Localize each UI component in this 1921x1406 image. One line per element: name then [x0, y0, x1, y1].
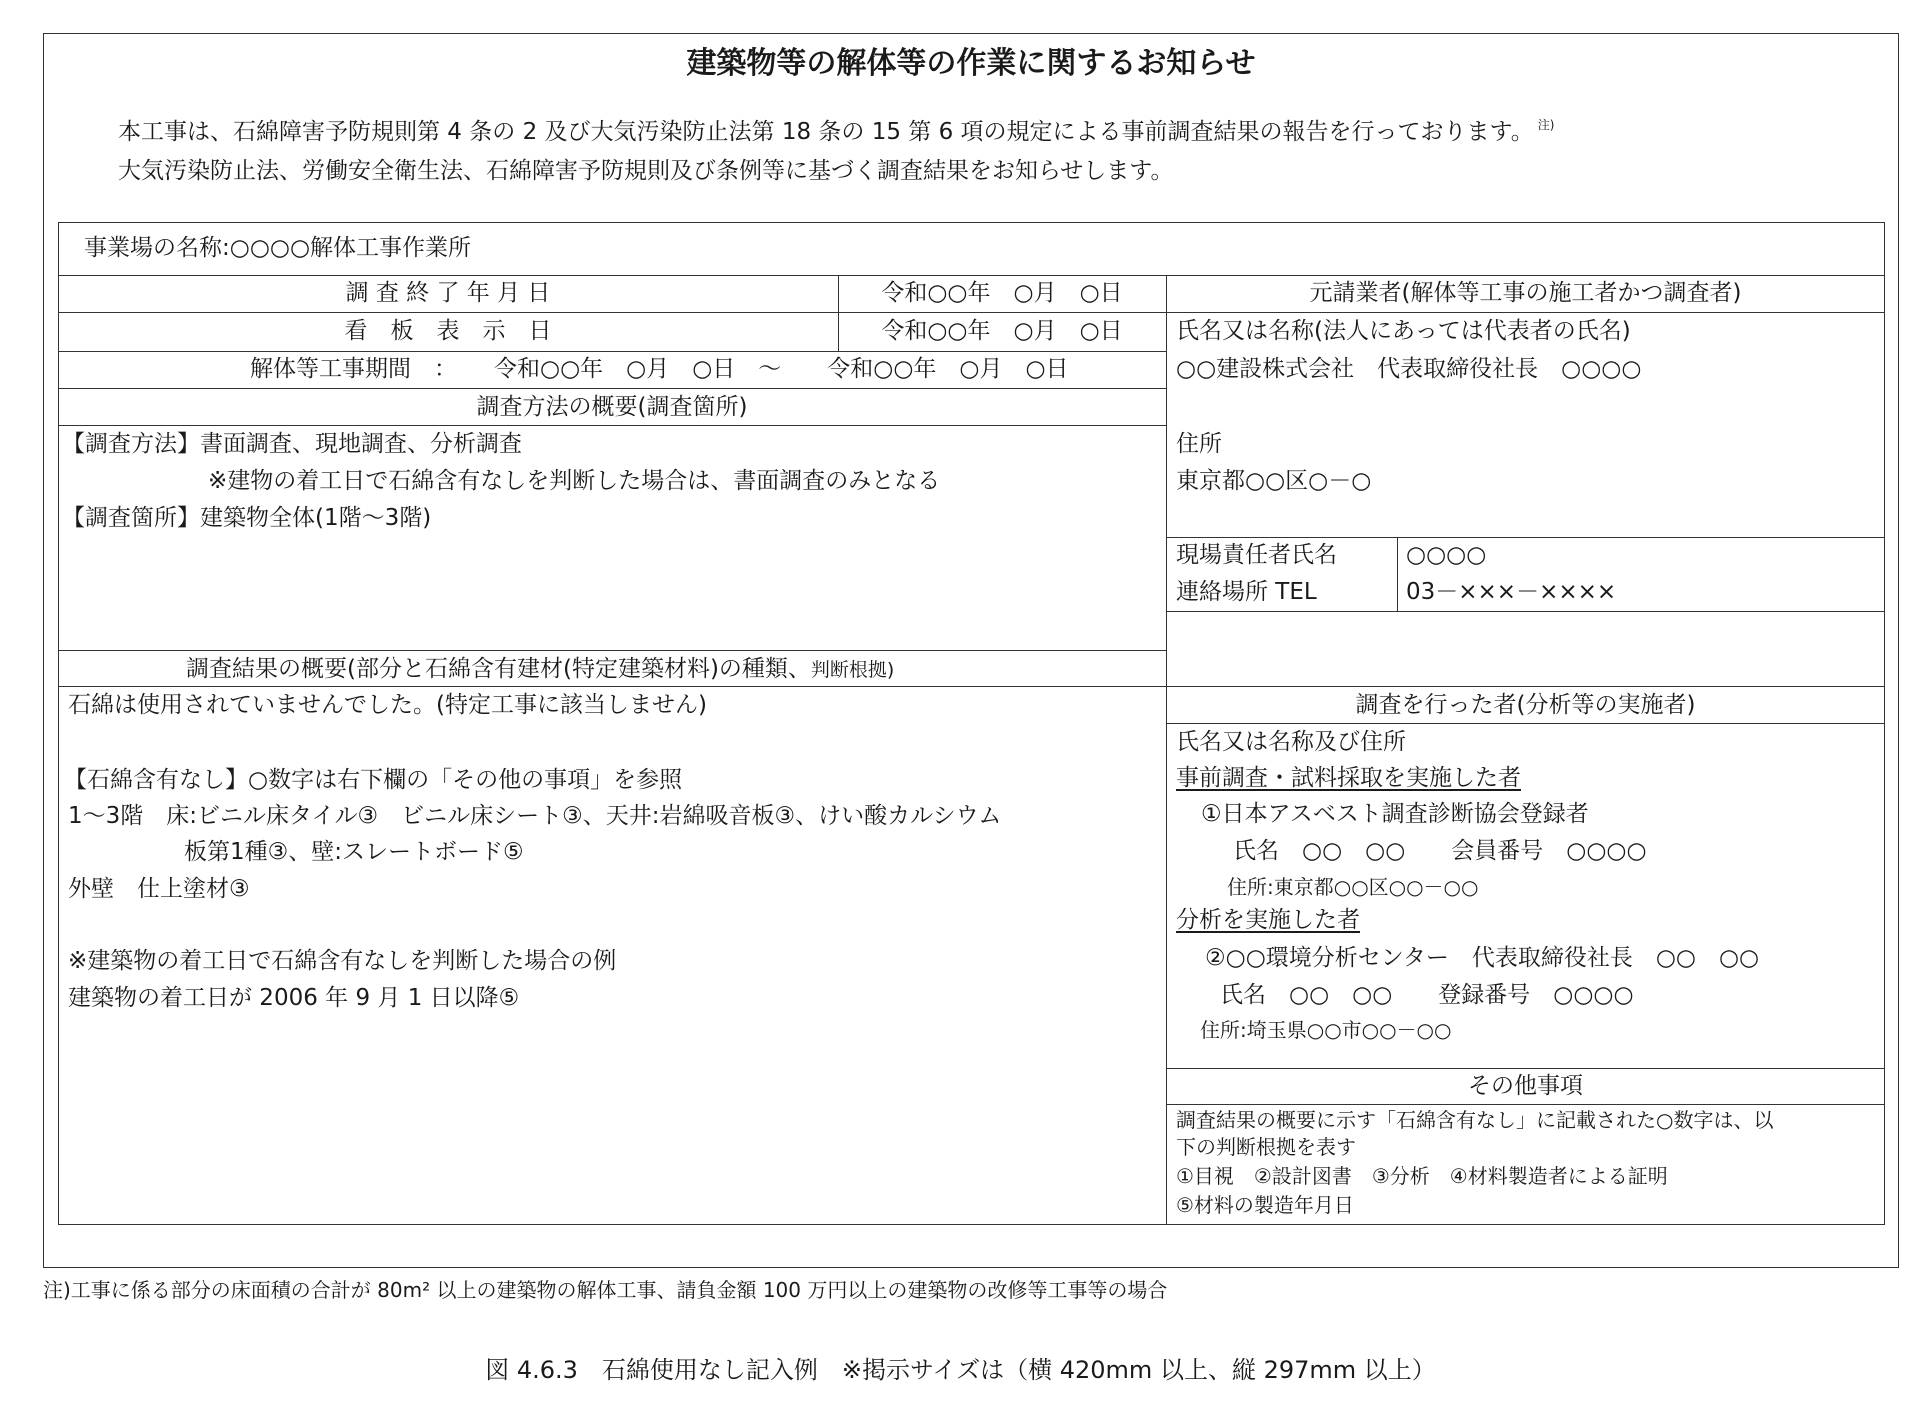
- row-divider: [1166, 723, 1885, 724]
- method-line-3: 【調査箇所】建築物全体(1階～3階): [62, 505, 432, 531]
- analysis-person: 氏名 ○○ ○○ 登録番号 ○○○○: [1220, 982, 1634, 1008]
- other-line-1: 調査結果の概要に示す「石綿含有なし」に記載された○数字は、以: [1176, 1108, 1774, 1132]
- row-divider: [58, 650, 1166, 651]
- intro-note-mark: 注): [1537, 118, 1555, 132]
- row-divider: [58, 312, 1885, 313]
- result-header-small: 判断根拠): [810, 659, 895, 681]
- method-line-2: ※建物の着工日で石綿含有なしを判断した場合は、書面調査のみとなる: [208, 468, 941, 494]
- result-line-1: 石綿は使用されていませんでした。(特定工事に該当しません): [68, 692, 707, 718]
- site-manager-label: 現場責任者氏名: [1176, 542, 1337, 568]
- row-divider: [58, 686, 1885, 687]
- result-header-main: 調査結果の概要(部分と石綿含有建材(特定建築材料)の種類、: [186, 656, 811, 682]
- other-line-2: 下の判断根拠を表す: [1176, 1135, 1356, 1159]
- intro-line-1: [118, 113, 1554, 146]
- surveyor-name-label: 氏名又は名称及び住所: [1176, 729, 1406, 755]
- contractor-header: 元請業者(解体等工事の施工者かつ調査者): [1309, 280, 1742, 306]
- period-value: 令和○○年 ○月 ○日 ～ 令和○○年 ○月 ○日: [494, 356, 1069, 382]
- page-title: 建築物等の解体等の作業に関するお知らせ: [686, 46, 1256, 81]
- address-label: 住所: [1176, 431, 1222, 457]
- pre-survey-label: 事前調査・試料採取を実施した者: [1176, 765, 1521, 791]
- period-label: 解体等工事期間 ：: [250, 356, 457, 382]
- analysis-org: ②○○環境分析センター 代表取締役社長 ○○ ○○: [1205, 945, 1760, 971]
- result-line-6: ※建築物の着工日で石綿含有なしを判断した場合の例: [68, 948, 617, 974]
- contact-value: 03－×××－××××: [1406, 579, 1617, 605]
- result-line-2: 【石綿含有なし】○数字は右下欄の「その他の事項」を参照: [64, 767, 683, 793]
- site-name: 事業場の名称:○○○○解体工事作業所: [84, 235, 472, 261]
- address-value: 東京都○○区○－○: [1176, 468, 1372, 494]
- sign-date-label: 看 板 表 示 日: [344, 318, 552, 344]
- row-divider: [1166, 1104, 1885, 1105]
- analysis-address: 住所:埼玉県○○市○○－○○: [1200, 1018, 1452, 1042]
- surveyor-header: 調査を行った者(分析等の実施者): [1355, 692, 1696, 718]
- sign-date-value: 令和○○年 ○月 ○日: [881, 318, 1123, 344]
- result-line-5: 外壁 仕上塗材③: [68, 876, 250, 902]
- contractor-name: ○○建設株式会社 代表取締役社長 ○○○○: [1176, 356, 1642, 382]
- result-line-4: 板第1種③、壁:スレートボード⑤: [184, 839, 524, 865]
- figure-caption: 図 4.6.3 石綿使用なし記入例 ※掲示サイズは（横 420mm 以上、縦 297mm 以上）: [485, 1356, 1436, 1384]
- result-line-3: 1～3階 床:ビニル床タイル③ ビニル床シート③、天井:岩綿吸音板③、けい酸カルシウム: [68, 803, 1002, 829]
- analysis-label: 分析を実施した者: [1176, 907, 1360, 933]
- intro-line-2: 大気汚染防止法、労働安全衛生法、石綿障害予防規則及び条例等に基づく調査結果をお知らせします。: [118, 158, 1174, 184]
- other-line-3: ①目視 ②設計図書 ③分析 ④材料製造者による証明: [1176, 1164, 1668, 1188]
- method-line-1: 【調査方法】書面調査、現地調査、分析調査: [62, 431, 522, 457]
- contractor-name-label: 氏名又は名称(法人にあっては代表者の氏名): [1176, 318, 1631, 344]
- row-divider: [58, 388, 1166, 389]
- result-header: [186, 654, 894, 685]
- footnote: 注)工事に係る部分の床面積の合計が 80m² 以上の建築物の解体工事、請負金額 100 万円以上の建築物の改修等工事等の場合: [43, 1278, 1168, 1302]
- contact-label: 連絡場所 TEL: [1176, 579, 1317, 605]
- row-divider: [1166, 611, 1885, 612]
- pre-survey-org: ①日本アスベスト調査診断協会登録者: [1201, 801, 1589, 827]
- survey-end-label: 調 査 終 了 年 月 日: [345, 280, 551, 306]
- intro-text-1: 本工事は、石綿障害予防規則第 4 条の 2 及び大気汚染防止法第 18 条の 15 第 6 項の規定による事前調査結果の報告を行っております。: [118, 119, 1534, 145]
- column-divider: [1397, 537, 1398, 611]
- site-manager-value: ○○○○: [1406, 542, 1487, 568]
- pre-survey-address: 住所:東京都○○区○○－○○: [1227, 875, 1479, 899]
- other-header: その他事項: [1468, 1073, 1583, 1099]
- survey-end-value: 令和○○年 ○月 ○日: [881, 280, 1123, 306]
- pre-survey-person: 氏名 ○○ ○○ 会員番号 ○○○○: [1233, 838, 1647, 864]
- other-line-4: ⑤材料の製造年月日: [1176, 1193, 1354, 1217]
- row-divider: [58, 351, 1166, 352]
- row-divider: [1166, 537, 1885, 538]
- method-header: 調査方法の概要(調査箇所): [476, 394, 748, 420]
- result-line-7: 建築物の着工日が 2006 年 9 月 1 日以降⑤: [68, 985, 520, 1011]
- row-divider: [58, 275, 1885, 276]
- row-divider: [58, 425, 1166, 426]
- row-divider: [1166, 1068, 1885, 1069]
